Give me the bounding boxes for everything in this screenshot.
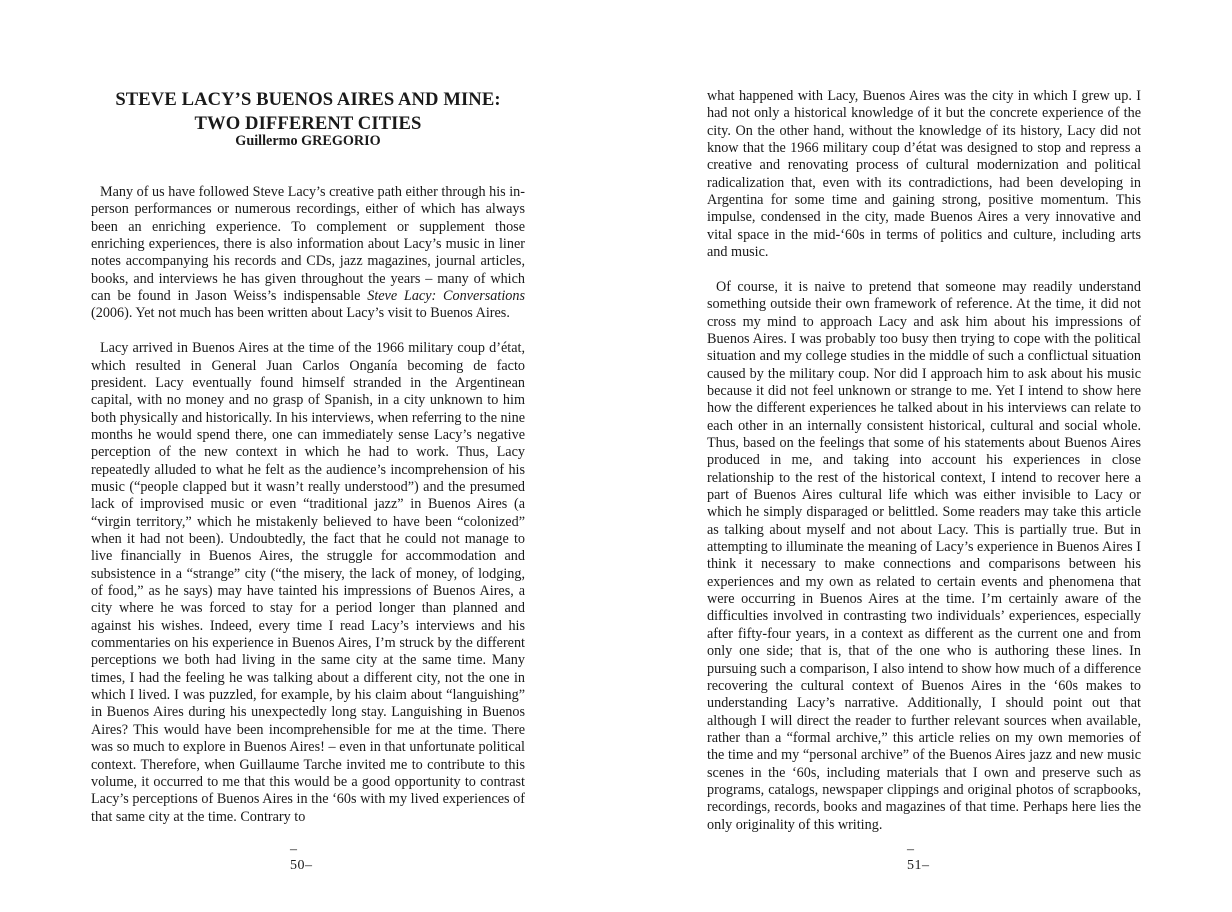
paragraph: what happened with Lacy, Buenos Aires was the city in which I grew up. I had not only a historical knowledge of it but the concrete experience of the city. On the other hand, without the knowledge of its history, Lacy did not know that the 1966 military coup d’état was designed to stop and repress a creative and renovating process of cultural modernization and political radicalization that, even with its contradictions, had been developing in Argentina for some time and gaining strong, positive momentum. This impulse, condensed in the city, made Buenos Aires a very innovative and vital space in the mid-‘60s in terms of politics and culture, including arts and music. <box>707 88 1141 261</box>
title-line-1: STEVE LACY’S BUENOS AIRES AND MINE: <box>115 89 501 110</box>
paragraph-text: (2006). Yet not much has been written about Lacy’s visit to Buenos Aires. <box>91 305 510 322</box>
left-page-body <box>91 184 525 826</box>
paragraph: Of course, it is naive to pretend that someone may readily understand something outside their own framework of reference. At the time, it did not cross my mind to approach Lacy and ask him about his impressions of Buenos Aires. I was probably too busy then trying to cope with the political situation and my college studies in the middle of such a conflictual situation caused by the military coup. Nor did I approach him to ask about his music because it did not feel unknown or strange to me. Yet I intend to show here how the different experiences he talked about in his interviews can relate to each other in an internally consistent historical, cultural and social whole. Thus, based on the feelings that some of his statements about Buenos Aires produced in me, and taking into account his experiences in close relationship to the rest of the historical context, I intend to recover here a part of Buenos Aires cultural life which was either invisible to Lacy or which he simply disparaged or belittled. Some readers may take this article as talking about myself and not about Lacy. This is partially true. But in attempting to illuminate the meaning of Lacy’s experience in Buenos Aires I think it necessary to make connections and comparisons between his experiences and my own as related to certain events and phenomena that were occurring in Buenos Aires at the time. I’m certainly aware of the difficulties involved in contrasting two individuals’ experiences, especially after fifty-four years, in a context as different as the current one and from only one side; that is, that of the one who is authoring these lines. In pursuing such a comparison, I also intend to show how much of a difference recovering the cultural context of Buenos Aires in the ‘60s makes to understanding Lacy’s narrative. Additionally, I should point out that although I will direct the reader to further relevant sources when available, rather than a “formal archive,” this article relies on my own memories of the time and my “personal archive” of the Buenos Aires jazz and new music scenes in the ‘60s, including materials that I own and preserve such as programs, catalogs, newspaper clippings and original photos of scrapbooks, recordings, records, books and magazines of that time. Perhaps here lies the only originality of this writing. <box>707 278 1141 833</box>
right-page-body <box>707 88 1141 834</box>
paragraph-text: Many of us have followed Steve Lacy’s creative path either through his in-person performances or numerous recordings, either of which has always been an enriching experience. To complement or supplement those enriching experiences, there is also information about Lacy’s music in liner notes accompanying his records and CDs, jazz magazines, journal articles, books, and interviews he has given throughout the years – many of which can be found in Jason Weiss’s indispensable <box>91 184 525 305</box>
paragraph: Lacy arrived in Buenos Aires at the time of the 1966 military coup d’état, which resulted in General Juan Carlos Onganía becoming de facto president. Lacy eventually found himself stranded in the Argentinean capital, with no money and no grasp of Spanish, in a city unknown to him both physically and historically. In his interviews, when referring to the nine months he would spend there, one can immediately sense Lacy’s negative perception of the new context in which he had to work. Thus, Lacy repeatedly alluded to what he felt as the audience’s incomprehension of his music (“people clapped but it wasn’t really understood”) and the presumed lack of improvised music or even “traditional jazz” in Buenos Aires (a “virgin territory,” which he mistakenly believed to have been “colonized” when it had not been). Undoubtedly, the fact that he could not manage to live financially in Buenos Aires, the struggle for accommodation and subsistence in a “strange” city (“the misery, the lack of money, of lodging, of food,” as he says) may have tainted his impressions of Buenos Aires, a city where he was forced to stay for a period longer than planned and against his wishes. Indeed, every time I read Lacy’s interviews and his commentaries on his experience in Buenos Aires, I’m struck by the different perceptions we both had living in the same city at the same time. Many times, I had the feeling he was talking about a different city, not the one in which I lived. I was puzzled, for example, by his claim about “languishing” in Buenos Aires during his unexpectedly long stay. Languishing in Buenos Aires? This would have been incomprehensible for me at the time. There was so much to explore in Buenos Aires! – even in that unfortunate political context. Therefore, when Guillaume Tarche invited me to contribute to this volume, it occurred to me that this would be a good opportunity to contrast Lacy’s perceptions of Buenos Aires in the ‘60s with my lived experiences of that same city at the time. Contrary to <box>91 340 525 825</box>
book-title: Steve Lacy: Conversations <box>367 288 525 305</box>
page-number: –50– <box>290 842 313 873</box>
page-number: –51– <box>907 842 930 873</box>
paragraph <box>91 184 525 323</box>
article-title <box>91 88 525 135</box>
author-name: Guillermo GREGORIO <box>235 133 381 149</box>
title-line-2: TWO DIFFERENT CITIES <box>194 112 422 134</box>
